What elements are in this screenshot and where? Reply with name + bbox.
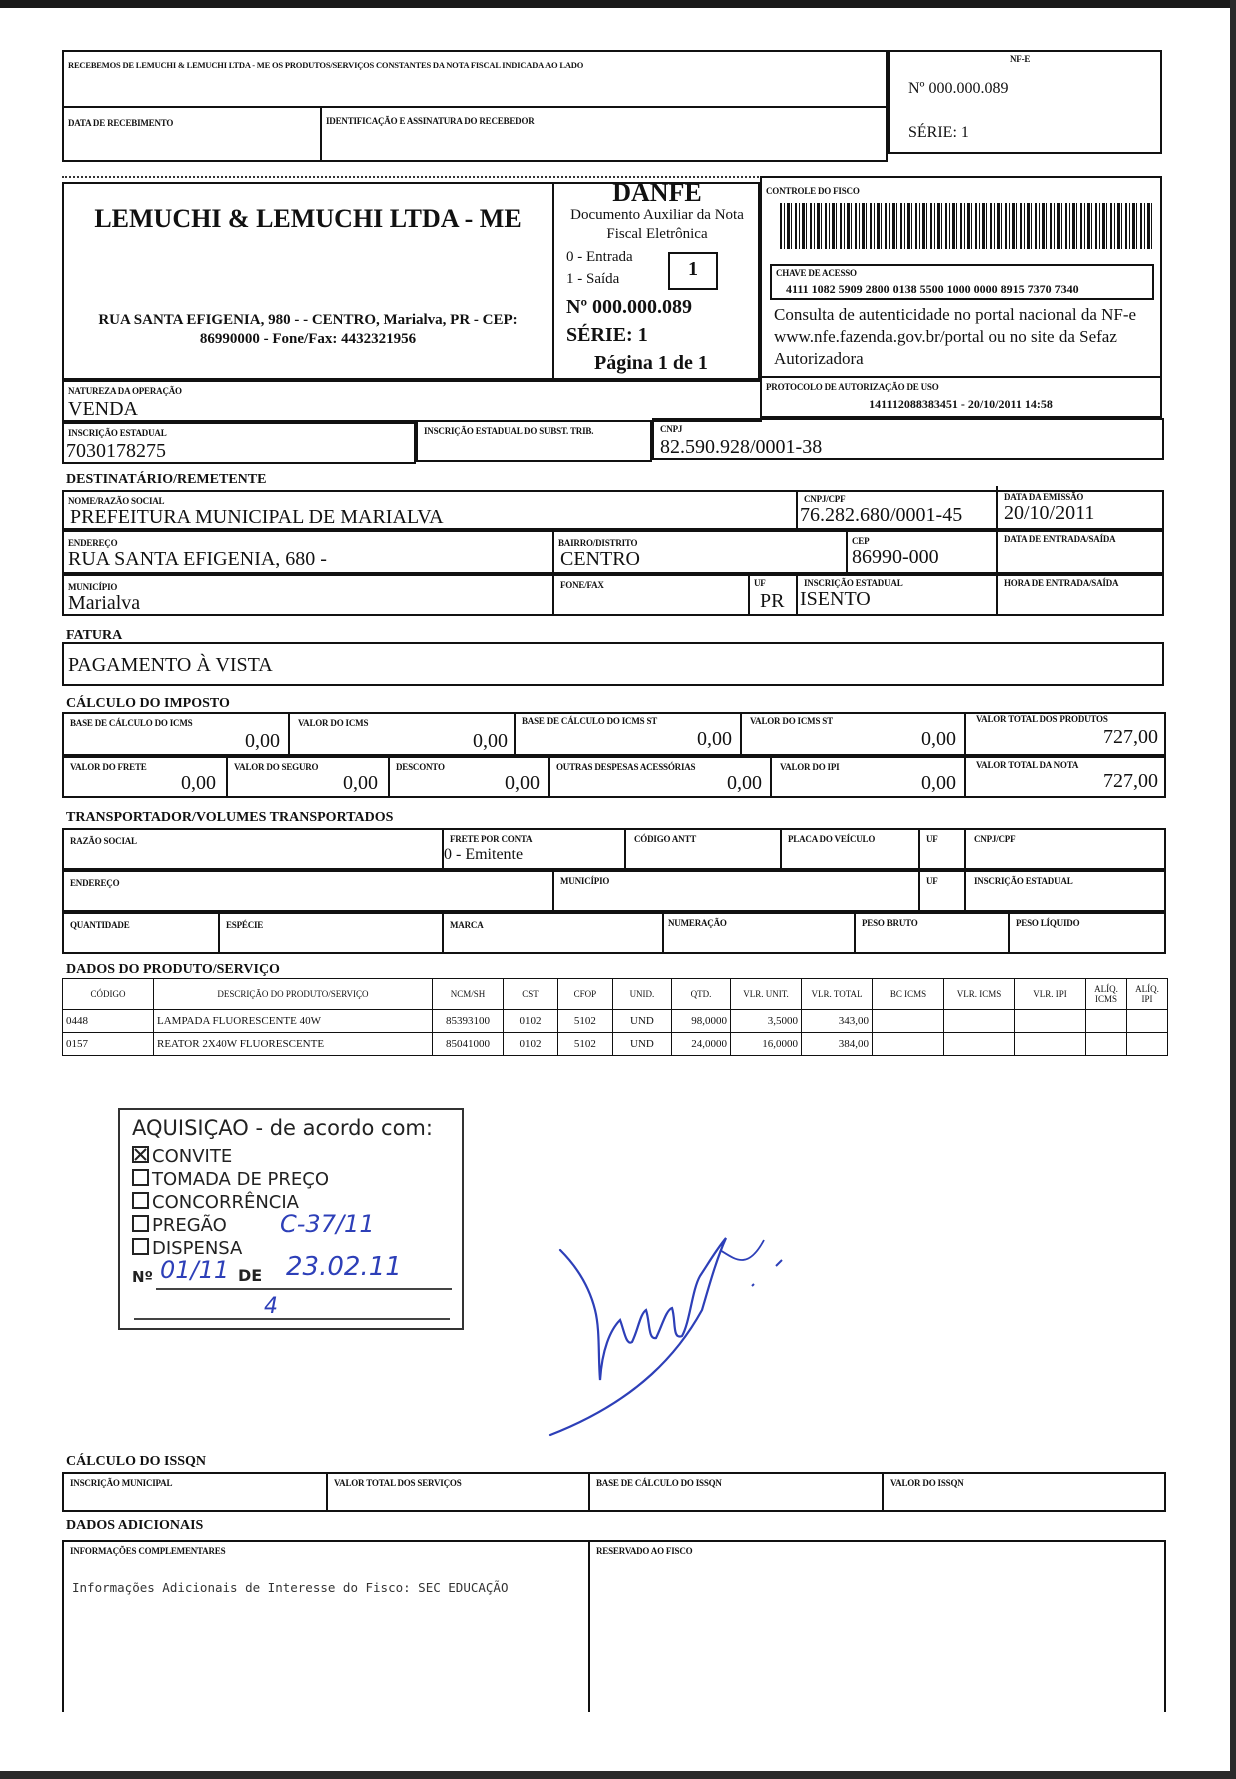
col-icms-rate: ALÍQ. ICMS — [1086, 979, 1127, 1010]
recipient-address-label: ENDEREÇO — [68, 538, 118, 548]
stamp-of-label: DE — [238, 1266, 263, 1285]
net-weight-label: PESO LÍQUIDO — [1016, 918, 1080, 928]
cell-bc-icms — [873, 1010, 944, 1033]
gross-weight-label: PESO BRUTO — [862, 918, 918, 928]
nature-label: NATUREZA DA OPERAÇÃO — [68, 386, 182, 396]
col-ipi-value: VLR. IPI — [1015, 979, 1086, 1010]
freight-value-label: VALOR DO FRETE — [70, 762, 147, 772]
col-icms-value: VLR. ICMS — [944, 979, 1015, 1010]
cell-icms-value — [944, 1033, 1015, 1056]
col-code: CÓDIGO — [63, 979, 154, 1010]
emission-value: 20/10/2011 — [1004, 502, 1095, 524]
phone-label: FONE/FAX — [560, 580, 604, 590]
acquisition-stamp — [118, 1108, 464, 1330]
cell-icms-rate — [1086, 1010, 1127, 1033]
issqn-section: CÁLCULO DO ISSQN — [66, 1454, 207, 1469]
recipient-ie: ISENTO — [800, 588, 871, 610]
base-icms-value: 0,00 — [245, 730, 280, 752]
col-ipi-rate: ALÍQ. IPI — [1127, 979, 1168, 1010]
stamp-option-label: TOMADA DE PREÇO — [152, 1169, 330, 1190]
checked-box-icon — [132, 1146, 149, 1163]
checkbox-icon — [132, 1169, 149, 1186]
qty-label: QUANTIDADE — [70, 920, 130, 930]
cell-unit-price: 3,5000 — [731, 1010, 802, 1033]
ipi-label: VALOR DO IPI — [780, 762, 840, 772]
cell-ncm: 85393100 — [433, 1010, 504, 1033]
danfe-series: SÉRIE: 1 — [566, 324, 648, 346]
col-ncm: NCM/SH — [433, 979, 504, 1010]
carrier-name-label: RAZÃO SOCIAL — [70, 836, 137, 846]
icms-value: 0,00 — [473, 730, 508, 752]
stamp-option-convite — [132, 1146, 232, 1167]
time-label: HORA DE ENTRADA/SAÍDA — [1004, 578, 1119, 588]
stamp-option-concorrencia — [132, 1192, 299, 1213]
cep-label: CEP — [852, 536, 870, 546]
stamp-option-label: CONVITE — [152, 1146, 233, 1167]
transport-section: TRANSPORTADOR/VOLUMES TRANSPORTADOS — [66, 810, 394, 825]
recipient-name: PREFEITURA MUNICIPAL DE MARIALVA — [70, 506, 444, 528]
base-icms-label: BASE DE CÁLCULO DO ICMS — [70, 718, 193, 728]
recipient-address: RUA SANTA EFIGENIA, 680 - — [68, 548, 327, 570]
cell-icms-value — [944, 1010, 1015, 1033]
entry-date-label: DATA DE ENTRADA/SAÍDA — [1004, 534, 1116, 544]
checkbox-icon — [132, 1215, 149, 1232]
invoice-section: FATURA — [66, 628, 123, 643]
protocol-value: 141112088383451 - 20/10/2011 14:58 — [869, 397, 1053, 411]
cell-unit-price: 16,0000 — [731, 1033, 802, 1056]
cell-cfop: 5102 — [557, 1033, 612, 1056]
total-products-value: 727,00 — [1103, 726, 1158, 748]
receipt-date-label: DATA DE RECEBIMENTO — [68, 118, 174, 128]
signature — [540, 1210, 800, 1450]
icms-label: VALOR DO ICMS — [298, 718, 369, 728]
products-header-row — [63, 979, 1168, 1010]
ie-st-label: INSCRIÇÃO ESTADUAL DO SUBST. TRIB. — [424, 426, 594, 436]
reserved-label: RESERVADO AO FISCO — [596, 1546, 693, 1556]
receipt-signature-label: IDENTIFICAÇÃO E ASSINATURA DO RECEBEDOR — [326, 116, 535, 126]
stamp-option-label: CONCORRÊNCIA — [152, 1192, 299, 1213]
cell-ipi-rate — [1127, 1010, 1168, 1033]
danfe-type-value: 1 — [688, 258, 698, 280]
cell-total: 343,00 — [802, 1010, 873, 1033]
fisco-control-label: CONTROLE DO FISCO — [766, 186, 860, 196]
col-bc-icms: BC ICMS — [873, 979, 944, 1010]
icms-st-value: 0,00 — [921, 728, 956, 750]
table-row — [63, 1033, 1168, 1056]
receipt-number: Nº 000.000.089 — [908, 80, 1009, 97]
brand-label: MARCA — [450, 920, 484, 930]
cell-ncm: 85041000 — [433, 1033, 504, 1056]
cell-ipi-value — [1015, 1010, 1086, 1033]
col-unit: UNID. — [612, 979, 671, 1010]
additional-box — [62, 1540, 1166, 1712]
other-expenses-label: OUTRAS DESPESAS ACESSÓRIAS — [556, 762, 696, 772]
stamp-number-prefix: Nº — [132, 1268, 154, 1286]
total-note-value: 727,00 — [1103, 770, 1158, 792]
table-row — [63, 1010, 1168, 1033]
base-st-value: 0,00 — [697, 728, 732, 750]
stamp-option-label: DISPENSA — [152, 1238, 243, 1259]
stamp-title: AQUISIÇAO - de acordo com: — [132, 1116, 433, 1140]
issqn-value-label: VALOR DO ISSQN — [890, 1478, 964, 1488]
cell-unit: UND — [612, 1033, 671, 1056]
col-cst: CST — [504, 979, 558, 1010]
services-total-label: VALOR TOTAL DOS SERVIÇOS — [334, 1478, 462, 1488]
cell-qty: 24,0000 — [672, 1033, 731, 1056]
carrier-uf-label: UF — [926, 834, 938, 844]
district-value: CENTRO — [560, 548, 640, 570]
handwritten-number: 01/11 — [160, 1256, 230, 1284]
scan-bottom-edge — [0, 1771, 1236, 1779]
city-value: Marialva — [68, 592, 141, 614]
recipient-name-label: NOME/RAZÃO SOCIAL — [68, 496, 165, 506]
products-section: DADOS DO PRODUTO/SERVIÇO — [66, 962, 280, 977]
stamp-number-underline — [156, 1288, 452, 1290]
cell-ipi-rate — [1127, 1033, 1168, 1056]
handwritten-extra: 4 — [264, 1294, 278, 1319]
cnpj-value: 82.590.928/0001-38 — [660, 436, 823, 458]
stamp-option-pregao — [132, 1215, 227, 1236]
col-unit-price: VLR. UNIT. — [731, 979, 802, 1010]
recipient-section: DESTINATÁRIO/REMETENTE — [66, 472, 267, 487]
stamp-option-label: PREGÃO — [152, 1215, 227, 1236]
discount-label: DESCONTO — [396, 762, 445, 772]
receipt-statement: RECEBEMOS DE LEMUCHI & LEMUCHI LTDA - ME OS PRODUTOS/SERVIÇOS CONSTANTES DA NOTA FISCAL INDICADA AO LADO — [68, 60, 584, 70]
emission-label: DATA DA EMISSÃO — [1004, 492, 1084, 502]
access-key-label: CHAVE DE ACESSO — [776, 268, 857, 278]
danfe-entry: 0 - Entrada — [566, 249, 633, 265]
access-key: 4111 1082 5909 2800 0138 5500 1000 0000 8915 7370 7340 — [786, 282, 1079, 296]
insurance-label: VALOR DO SEGURO — [234, 762, 319, 772]
cell-ipi-value — [1015, 1033, 1086, 1056]
district-label: BAIRRO/DISTRITO — [558, 538, 638, 548]
base-st-label: BASE DE CÁLCULO DO ICMS ST — [522, 716, 658, 726]
antt-label: CÓDIGO ANTT — [634, 834, 697, 844]
emitter-name: LEMUCHI & LEMUCHI LTDA - ME — [94, 204, 522, 233]
cep-value: 86990-000 — [852, 546, 939, 568]
discount-value: 0,00 — [505, 772, 540, 794]
scan-right-edge — [1230, 0, 1236, 1779]
recipient-box-row3 — [62, 574, 1164, 616]
recipient-uf-label: UF — [754, 578, 766, 588]
checkbox-icon — [132, 1238, 149, 1255]
protocol-label: PROTOCOLO DE AUTORIZAÇÃO DE USO — [766, 382, 939, 392]
col-description: DESCRIÇÃO DO PRODUTO/SERVIÇO — [154, 979, 433, 1010]
additional-info-label: INFORMAÇÕES COMPLEMENTARES — [70, 1546, 226, 1556]
recipient-uf: PR — [760, 590, 785, 612]
cell-code: 0157 — [63, 1033, 154, 1056]
icms-st-label: VALOR DO ICMS ST — [750, 716, 833, 726]
handwritten-date: 23.02.11 — [286, 1252, 402, 1282]
issqn-base-label: BASE DE CÁLCULO DO ISSQN — [596, 1478, 722, 1488]
danfe-exit: 1 - Saída — [566, 271, 620, 287]
cell-cfop: 5102 — [557, 1010, 612, 1033]
receipt-series: SÉRIE: 1 — [908, 124, 969, 141]
carrier-city-label: MUNICÍPIO — [560, 876, 610, 886]
checkbox-icon — [132, 1192, 149, 1209]
cell-icms-rate — [1086, 1033, 1127, 1056]
cnpj-label: CNPJ — [660, 424, 683, 434]
additional-info: Informações Adicionais de Interesse do Fisco: SEC EDUCAÇÃO — [72, 1580, 509, 1595]
ipi-value: 0,00 — [921, 772, 956, 794]
cell-description: REATOR 2X40W FLUORESCENTE — [154, 1033, 433, 1056]
carrier-uf2-label: UF — [926, 876, 938, 886]
plate-label: PLACA DO VEÍCULO — [788, 834, 876, 844]
cell-bc-icms — [873, 1033, 944, 1056]
emitter-address: RUA SANTA EFIGENIA, 980 - - CENTRO, Marialva, PR - CEP: 86990000 - Fone/Fax: 4432321956 — [98, 312, 518, 347]
carrier-cnpj-label: CNPJ/CPF — [974, 834, 1016, 844]
ie-label: INSCRIÇÃO ESTADUAL — [68, 428, 167, 438]
cell-cst: 0102 — [504, 1010, 558, 1033]
col-qty: QTD. — [672, 979, 731, 1010]
municipal-reg-label: INSCRIÇÃO MUNICIPAL — [70, 1478, 173, 1488]
col-total: VLR. TOTAL — [802, 979, 873, 1010]
total-products-label: VALOR TOTAL DOS PRODUTOS — [976, 714, 1108, 724]
city-label: MUNICÍPIO — [68, 582, 118, 592]
fisco-consult: Consulta de autenticidade no portal nacional da NF-e www.nfe.fazenda.gov.br/portal ou no site da Sefaz Autorizadora — [774, 305, 1137, 368]
species-label: ESPÉCIE — [226, 920, 264, 930]
freight-by-value: 0 - Emitente — [444, 846, 524, 863]
other-expenses-value: 0,00 — [727, 772, 762, 794]
additional-section: DADOS ADICIONAIS — [66, 1518, 204, 1533]
cell-cst: 0102 — [504, 1033, 558, 1056]
invoice-text: PAGAMENTO À VISTA — [68, 654, 273, 676]
recipient-ie-label: INSCRIÇÃO ESTADUAL — [804, 578, 903, 588]
recipient-cnpj: 76.282.680/0001-45 — [800, 504, 963, 526]
cell-unit: UND — [612, 1010, 671, 1033]
stamp-option-tomada — [132, 1169, 329, 1190]
ie-value: 7030178275 — [66, 440, 166, 462]
numbering-label: NUMERAÇÃO — [668, 918, 727, 928]
cell-description: LAMPADA FLUORESCENTE 40W — [154, 1010, 433, 1033]
danfe-number: Nº 000.000.089 — [566, 296, 693, 318]
freight-by-label: FRETE POR CONTA — [450, 834, 533, 844]
cell-code: 0448 — [63, 1010, 154, 1033]
insurance-value: 0,00 — [343, 772, 378, 794]
cell-total: 384,00 — [802, 1033, 873, 1056]
danfe-page: Página 1 de 1 — [594, 352, 708, 374]
danfe-title: DANFE — [612, 178, 702, 207]
nature-value: VENDA — [68, 398, 138, 420]
cell-qty: 98,0000 — [672, 1010, 731, 1033]
carrier-ie-label: INSCRIÇÃO ESTADUAL — [974, 876, 1073, 886]
col-cfop: CFOP — [557, 979, 612, 1010]
freight-value: 0,00 — [181, 772, 216, 794]
stamp-bottom-rule — [134, 1318, 450, 1320]
tax-section: CÁLCULO DO IMPOSTO — [66, 696, 230, 711]
recipient-cnpj-label: CNPJ/CPF — [804, 494, 846, 504]
total-note-label: VALOR TOTAL DA NOTA — [976, 760, 1079, 770]
danfe-subtitle: Documento Auxiliar da Nota Fiscal Eletrônica — [570, 207, 744, 242]
handwritten-code: C-37/11 — [280, 1210, 375, 1238]
scan-top-edge — [0, 0, 1236, 8]
transport-row3 — [62, 912, 1166, 954]
products-table — [62, 978, 1168, 1056]
receipt-nfe-label: NF-E — [1010, 54, 1031, 64]
barcode — [780, 203, 1152, 249]
carrier-address-label: ENDEREÇO — [70, 878, 120, 888]
